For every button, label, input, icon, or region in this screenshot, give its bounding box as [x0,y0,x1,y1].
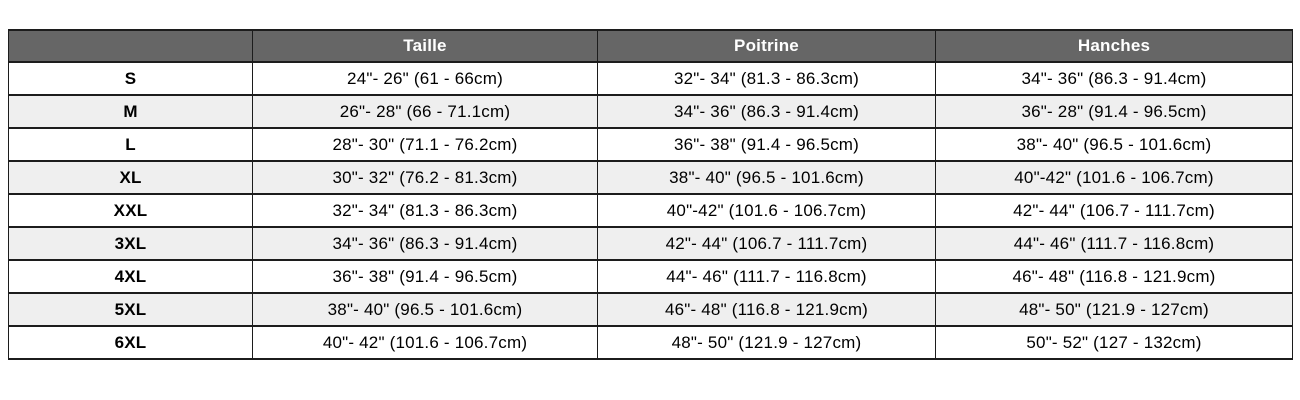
table-row-s [9,62,1293,95]
size-label: XL [9,161,253,194]
size-label: M [9,95,253,128]
hanches-cell: 44"- 46" (111.7 - 116.8cm) [936,227,1293,260]
taille-cell: 34"- 36" (86.3 - 91.4cm) [253,227,598,260]
taille-cell: 24"- 26" (61 - 66cm) [253,62,598,95]
size-label: 5XL [9,293,253,326]
table-row-m [9,95,1293,128]
poitrine-cell: 32"- 34" (81.3 - 86.3cm) [598,62,936,95]
taille-cell: 32"- 34" (81.3 - 86.3cm) [253,194,598,227]
taille-cell: 26"- 28" (66 - 71.1cm) [253,95,598,128]
poitrine-cell: 36"- 38" (91.4 - 96.5cm) [598,128,936,161]
size-chart-table [8,29,1293,360]
hanches-cell: 36"- 28" (91.4 - 96.5cm) [936,95,1293,128]
hanches-cell: 46"- 48" (116.8 - 121.9cm) [936,260,1293,293]
table-row-4xl [9,260,1293,293]
hanches-cell: 38"- 40" (96.5 - 101.6cm) [936,128,1293,161]
taille-cell: 40"- 42" (101.6 - 106.7cm) [253,326,598,359]
size-label: XXL [9,194,253,227]
size-label: S [9,62,253,95]
column-header-poitrine: Poitrine [598,30,936,62]
poitrine-cell: 34"- 36" (86.3 - 91.4cm) [598,95,936,128]
table-row-6xl [9,326,1293,359]
column-header-hanches: Hanches [936,30,1293,62]
taille-cell: 28"- 30" (71.1 - 76.2cm) [253,128,598,161]
hanches-cell: 42"- 44" (106.7 - 111.7cm) [936,194,1293,227]
poitrine-cell: 44"- 46" (111.7 - 116.8cm) [598,260,936,293]
column-header-size [9,30,253,62]
taille-cell: 38"- 40" (96.5 - 101.6cm) [253,293,598,326]
poitrine-cell: 48"- 50" (121.9 - 127cm) [598,326,936,359]
hanches-cell: 48"- 50" (121.9 - 127cm) [936,293,1293,326]
table-row-l [9,128,1293,161]
table-row-3xl [9,227,1293,260]
size-label: L [9,128,253,161]
table-row-5xl [9,293,1293,326]
poitrine-cell: 42"- 44" (106.7 - 111.7cm) [598,227,936,260]
column-header-taille: Taille [253,30,598,62]
taille-cell: 30"- 32" (76.2 - 81.3cm) [253,161,598,194]
size-label: 6XL [9,326,253,359]
poitrine-cell: 46"- 48" (116.8 - 121.9cm) [598,293,936,326]
table-row-xl [9,161,1293,194]
header-row [9,30,1293,62]
poitrine-cell: 40"-42" (101.6 - 106.7cm) [598,194,936,227]
poitrine-cell: 38"- 40" (96.5 - 101.6cm) [598,161,936,194]
size-label: 4XL [9,260,253,293]
table-row-xxl [9,194,1293,227]
hanches-cell: 50"- 52" (127 - 132cm) [936,326,1293,359]
hanches-cell: 34"- 36" (86.3 - 91.4cm) [936,62,1293,95]
taille-cell: 36"- 38" (91.4 - 96.5cm) [253,260,598,293]
hanches-cell: 40"-42" (101.6 - 106.7cm) [936,161,1293,194]
size-label: 3XL [9,227,253,260]
